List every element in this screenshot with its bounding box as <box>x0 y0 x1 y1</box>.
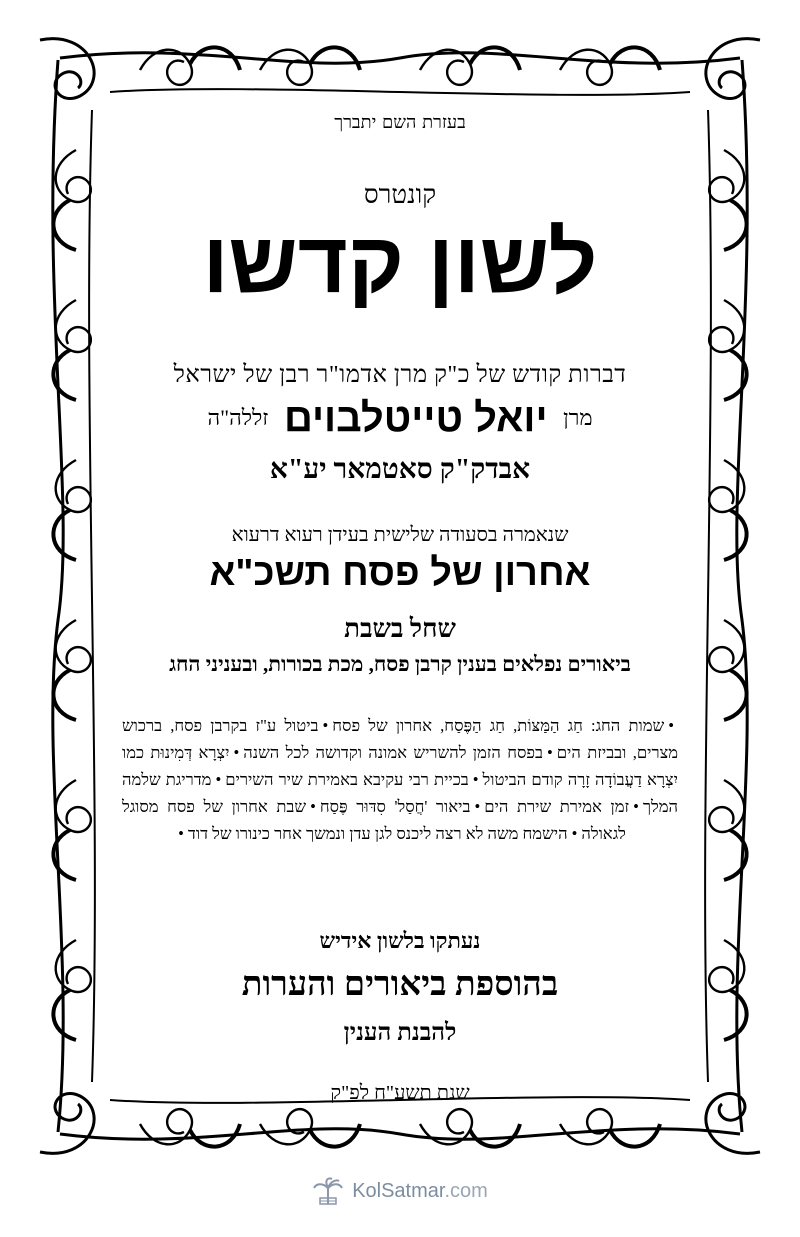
words-of-line: דברות קודש של כ"ק מרן אדמו"ר רבן של ישראל <box>173 362 627 388</box>
bullet-icon: • <box>668 716 674 735</box>
bullet-icon: • <box>310 797 316 816</box>
addition-line: בהוספת ביאורים והערות <box>241 966 559 1003</box>
honorific: זללה"ה <box>207 405 269 430</box>
topic-item: יִצְרָא דְּמִינוּת כמו יִצְרָא דַעֲבוֹדָה זָרָה קודם הביטול <box>122 743 678 789</box>
bullet-icon: • <box>233 743 240 762</box>
understanding-line: להבנת הענין <box>343 1020 457 1046</box>
author-name: יואל טייטלבוים <box>283 396 548 440</box>
topics-list <box>122 712 678 847</box>
pretitle: קונטרס <box>363 180 437 209</box>
topic-item: הישמח משה לא רצה ליכנס לגן עדן ונמשך אחר כינורו של דוד <box>187 824 568 843</box>
topic-item: שבת אחרון של פסח מסוגל לגאולה <box>122 797 626 843</box>
topic-item: ביאור 'חֲסַל' סִדּוּר פֶּסַח <box>319 797 471 816</box>
site-logo[interactable] <box>0 1176 800 1210</box>
topic-item: בפסח הזמן להשריש אמונה וקדושה לכל השנה <box>243 743 543 762</box>
bullet-icon: • <box>546 743 553 762</box>
bullet-icon: • <box>178 824 184 843</box>
bullet-icon: • <box>633 797 639 816</box>
bullet-icon: • <box>474 797 481 816</box>
shabbos-line: שחל בשבת <box>344 614 456 643</box>
year-line: שנת תשע"ח לפ"ק <box>330 1082 470 1104</box>
topic-item: ביטול ע"ז בקרבן פסח, ברכוש מצרים, ובביזת הים <box>122 716 678 762</box>
topic-item: שמות החג: חַג הַמַּצּוֹת, חַג הַפֶּסַח, אחרון של פסח <box>332 716 665 735</box>
author-title: אבדק"ק סאטמאר יע"א <box>269 454 531 485</box>
palm-tree-icon <box>312 1176 344 1206</box>
blessing-line: בעזרת השם יתברך <box>334 112 466 133</box>
said-at-line: שנאמרה בסעודה שלישית בעידן רעוא דרעוא <box>231 524 569 546</box>
explanations-line: ביאורים נפלאים בענין קרבן פסח, מכת בכורות, ובעניני החג <box>169 652 631 676</box>
author-name-line <box>108 396 692 441</box>
marin-label: מרן <box>563 405 593 430</box>
topic-item: בכיית רבי עקיבא באמירת שיר השירים <box>225 770 469 789</box>
topic-item: זמן אמירת שירת הים <box>484 797 630 816</box>
bullet-icon: • <box>472 770 479 789</box>
occasion-title: אחרון של פסח תשכ"א <box>209 552 591 594</box>
bullet-icon: • <box>215 770 222 789</box>
topic-item: מדריגת שלמה המלך <box>122 770 678 816</box>
page-title: לשון קדשו <box>202 215 598 311</box>
bullet-icon: • <box>571 824 578 843</box>
bullet-icon: • <box>322 716 329 735</box>
translated-line: נעתקו בלשון אידיש <box>319 928 481 953</box>
site-brand: KolSatmar.com <box>352 1179 488 1202</box>
